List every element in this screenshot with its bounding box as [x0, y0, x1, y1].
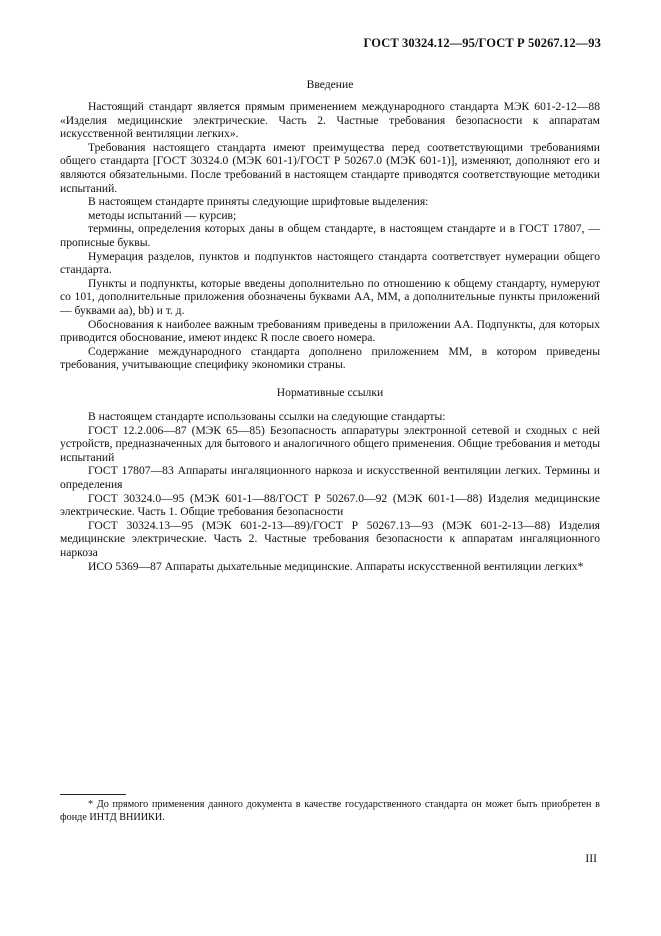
intro-paragraph: Настоящий стандарт является прямым применением международного стандарта МЭК 601-2-12—88 «Изделия медицинские электрические. Часть 2. Частные требования безопасности к аппаратам искусственной вентиляции легких». [60, 100, 600, 141]
intro-paragraph: методы испытаний — курсив; [88, 208, 237, 222]
reference-item: ГОСТ 12.2.006—87 (МЭК 65—85) Безопасность аппаратуры электронной сетевой и сходных с ней устройств, предназначенных для бытового и аналогичного общего применения. Общие требования и методы испытаний [60, 423, 600, 464]
reference-item: ГОСТ 30324.0—95 (МЭК 601-1—88/ГОСТ Р 50267.0—92 (МЭК 601-1—88) Изделия медицинские электрические. Часть 1. Общие требования безопасности [60, 491, 600, 519]
references-body [60, 410, 600, 573]
reference-item: ГОСТ 30324.13—95 (МЭК 601-2-13—89)/ГОСТ Р 50267.13—93 (МЭК 601-2-13—88) Изделия медицинские электрические. Часть 2. Частные требования безопасности к аппаратам ингаляционного наркоза [60, 518, 600, 559]
intro-paragraph: термины, определения которых даны в общем стандарте, в настоящем стандарте и в ГОСТ 17807, — прописные буквы. [60, 222, 600, 249]
footnote-divider [60, 794, 126, 795]
intro-title: Введение [306, 78, 354, 91]
footnote [60, 798, 600, 824]
intro-paragraph: Пункты и подпункты, которые введены дополнительно по отношению к общему стандарту, нумеруют со 101, дополнительные приложения обозначены буквами АА, ММ, а дополнительные пункты приложений — буквами аа), bb) и т. д. [60, 276, 600, 317]
references-title: Нормативные ссылки [276, 386, 384, 399]
reference-paragraph: В настоящем стандарте использованы ссылки на следующие стандарты: [88, 410, 446, 423]
intro-paragraph: Требования настоящего стандарта имеют преимущества перед соответствующими требованиями общего стандарта [ГОСТ 30324.0 (МЭК 601-1)/ГОСТ Р 50267.0 (МЭК 601-1)], изменяют, дополняют его и являются обязательными. После требований в настоящем стандарте приводятся соответствующие методики испытаний. [60, 140, 600, 195]
footnote-text: * До прямого применения данного документа в качестве государственного стандарта он может быть приобретен в фонде ИНТД ВНИИКИ. [60, 799, 600, 823]
document-header: ГОСТ 30324.12—95/ГОСТ Р 50267.12—93 [363, 36, 601, 50]
intro-paragraph: В настоящем стандарте приняты следующие шрифтовые выделения: [88, 195, 429, 209]
intro-paragraph: Обоснования к наиболее важным требованиям приведены в приложении АА. Подпункты, для которых приводится обоснование, имеют индекс R после своего номера. [60, 317, 600, 345]
reference-item: ГОСТ 17807—83 Аппараты ингаляционного наркоза и искусственной вентиляции легких. Термины и определения [60, 464, 600, 491]
intro-body [60, 100, 600, 372]
intro-paragraph: Содержание международного стандарта дополнено приложением ММ, в котором приведены требования, учитывающие специфику экономики страны. [60, 344, 600, 372]
reference-item: ИСО 5369—87 Аппараты дыхательные медицинские. Аппараты искусственной вентиляции легких* [88, 559, 584, 573]
intro-paragraph: Нумерация разделов, пунктов и подпунктов настоящего стандарта соответствует нумерации общего стандарта. [60, 249, 600, 277]
page-number: III [585, 852, 597, 865]
